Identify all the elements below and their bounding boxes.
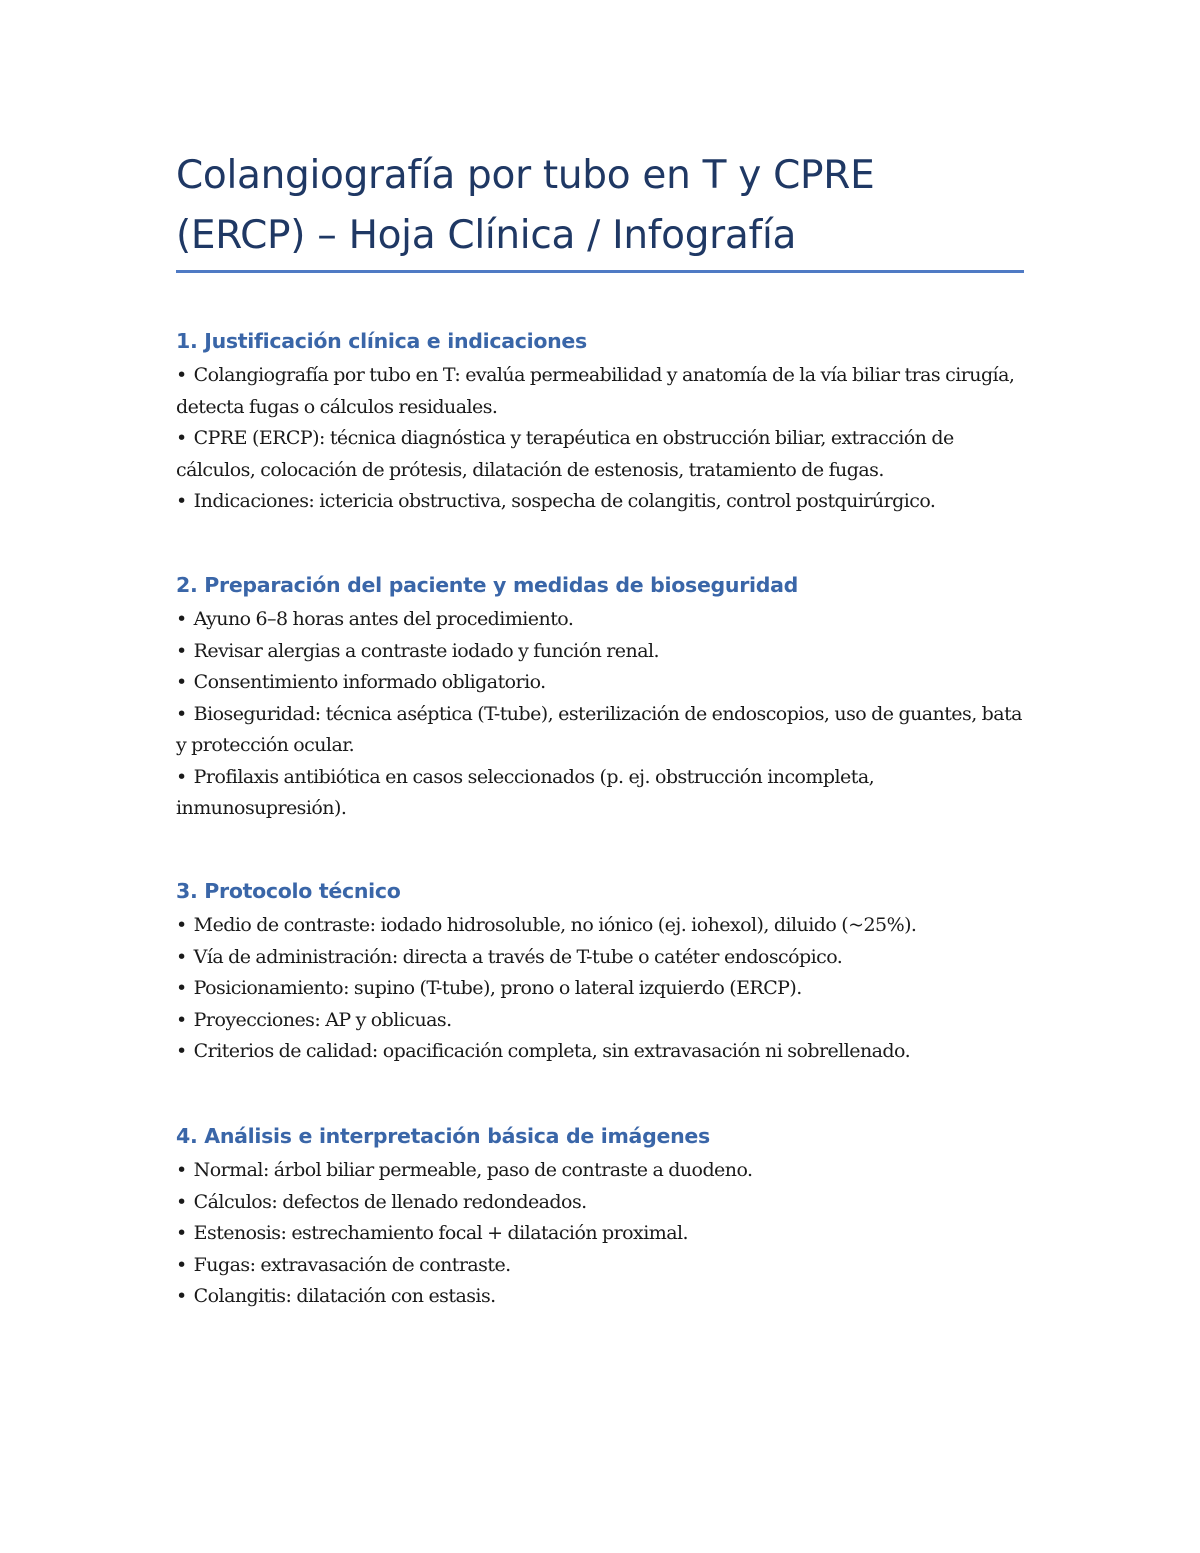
- bullet-icon: •: [176, 1190, 187, 1213]
- bullet-icon: •: [176, 914, 187, 936]
- list-item: [176, 360, 1036, 423]
- list-item-text: Estenosis: estrechamiento focal + dilatación proximal.: [193, 1222, 689, 1244]
- list-item-text: Normal: árbol biliar permeable, paso de contraste a duodeno.: [193, 1159, 753, 1181]
- document-title: [176, 146, 1026, 266]
- list-item: [176, 1187, 1036, 1219]
- bullet-icon: •: [176, 1285, 187, 1307]
- list-item: [176, 1281, 1036, 1313]
- list-item-text: CPRE (ERCP): técnica diagnóstica y terapéutica en obstrucción biliar, extracción de cálculos, colocación de prótesis, dilatación de estenosis, tratamiento de fugas.: [176, 427, 954, 481]
- list-item-text: Medio de contraste: iodado hidrosoluble, no iónico (ej. iohexol), diluido (~25%).: [193, 914, 917, 936]
- bullet-icon: •: [176, 490, 187, 512]
- bullet-list: [176, 604, 1036, 825]
- document-title-line-2: (ERCP) – Hoja Clínica / Infografía: [176, 213, 797, 258]
- bullet-icon: •: [176, 1253, 187, 1276]
- bullet-icon: •: [176, 1040, 187, 1062]
- list-item-text: Indicaciones: ictericia obstructiva, sospecha de colangitis, control postquirúrgico.: [193, 490, 936, 512]
- section-analisis: [176, 1121, 1036, 1313]
- bullet-icon: •: [176, 671, 187, 693]
- list-item: [176, 486, 1036, 518]
- list-item: [176, 1218, 1036, 1250]
- list-item: [176, 910, 1036, 942]
- list-item: [176, 973, 1036, 1005]
- list-item-text: Cálculos: defectos de llenado redondeados.: [193, 1190, 587, 1213]
- list-item: [176, 1036, 1036, 1068]
- bullet-list: [176, 1155, 1036, 1313]
- list-item: [176, 1005, 1036, 1037]
- list-item: [176, 762, 1036, 825]
- list-item-text: Criterios de calidad: opacificación completa, sin extravasación ni sobrellenado.: [193, 1040, 911, 1062]
- list-item-text: Colangitis: dilatación con estasis.: [193, 1285, 496, 1307]
- list-item-text: Consentimiento informado obligatorio.: [193, 671, 546, 693]
- bullet-icon: •: [176, 702, 187, 725]
- section-protocolo: [176, 876, 1036, 1068]
- bullet-icon: •: [176, 427, 187, 449]
- bullet-icon: •: [176, 977, 187, 999]
- list-item: [176, 667, 1036, 699]
- list-item: [176, 942, 1036, 974]
- list-item: [176, 604, 1036, 636]
- bullet-icon: •: [176, 1008, 187, 1031]
- list-item: [176, 1250, 1036, 1282]
- bullet-icon: •: [176, 945, 187, 968]
- list-item-text: Ayuno 6–8 horas antes del procedimiento.: [193, 608, 574, 630]
- bullet-icon: •: [176, 1159, 187, 1181]
- section-justificacion: [176, 326, 1036, 518]
- list-item: [176, 699, 1036, 762]
- list-item-text: Bioseguridad: técnica aséptica (T-tube), esterilización de endoscopios, uso de guantes, bata y protección ocular.: [176, 702, 1022, 756]
- list-item: [176, 1155, 1036, 1187]
- section-heading: 4. Análisis e interpretación básica de imágenes: [176, 1124, 710, 1148]
- list-item-text: Vía de administración: directa a través de T-tube o catéter endoscópico.: [193, 945, 843, 968]
- list-item-text: Profilaxis antibiótica en casos seleccionados (p. ej. obstrucción incompleta, inmunosupresión).: [176, 765, 875, 819]
- bullet-icon: •: [176, 608, 187, 630]
- bullet-icon: •: [176, 639, 187, 662]
- list-item-text: Fugas: extravasación de contraste.: [193, 1253, 511, 1276]
- bullet-icon: •: [176, 765, 187, 788]
- list-item: [176, 423, 1036, 486]
- bullet-list: [176, 910, 1036, 1068]
- section-heading: 2. Preparación del paciente y medidas de bioseguridad: [176, 573, 799, 597]
- list-item-text: Colangiografía por tubo en T: evalúa permeabilidad y anatomía de la vía biliar tras cirugía, detecta fugas o cálculos residuales.: [176, 364, 1015, 418]
- list-item-text: Revisar alergias a contraste iodado y función renal.: [193, 639, 659, 662]
- section-heading: 1. Justificación clínica e indicaciones: [176, 329, 587, 353]
- list-item-text: Proyecciones: AP y oblicuas.: [193, 1008, 452, 1031]
- list-item: [176, 636, 1036, 668]
- bullet-icon: •: [176, 364, 187, 386]
- list-item-text: Posicionamiento: supino (T-tube), prono o lateral izquierdo (ERCP).: [193, 977, 802, 999]
- bullet-icon: •: [176, 1222, 187, 1244]
- title-underline-divider: [176, 270, 1024, 273]
- section-heading: 3. Protocolo técnico: [176, 879, 401, 903]
- section-preparacion: [176, 570, 1036, 825]
- bullet-list: [176, 360, 1036, 518]
- document-title-line-1: Colangiografía por tubo en T y CPRE: [176, 153, 875, 198]
